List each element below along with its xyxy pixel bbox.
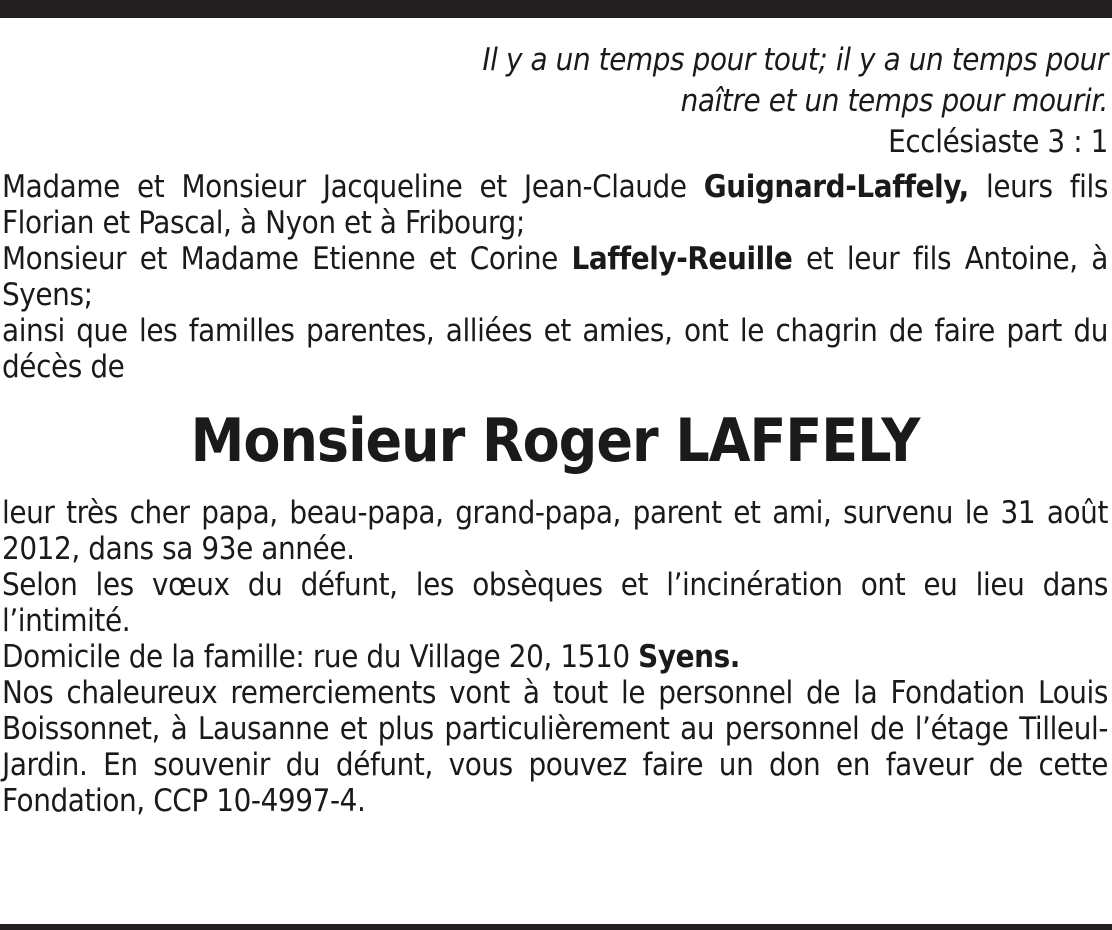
top-border-rule xyxy=(0,0,1112,18)
epigraph-line-1: Il y a un temps pour tout; il y a un temps pour xyxy=(482,42,1108,78)
domicile-place: Syens. xyxy=(638,639,741,675)
epigraph-line-2: naître et un temps pour mourir. xyxy=(680,83,1108,119)
family-2-intro: Monsieur et Madame Etienne et Corine xyxy=(2,241,572,277)
family-2-rest: et leur fils Antoine, à Syens; xyxy=(2,241,1108,313)
epigraph-source: Ecclésiaste 3 : 1 xyxy=(888,124,1108,160)
details-paragraph-1: leur très cher papa, beau-papa, grand-papa, parent et ami, survenu le 31 août 2012, dans sa 93e année. xyxy=(2,495,1108,567)
details-paragraph-2: Selon les vœux du défunt, les obsèques et l’incinération ont eu lieu dans l’intimité. xyxy=(2,567,1108,639)
family-1-intro: Madame et Monsieur Jacqueline et Jean-Claude xyxy=(2,169,704,205)
deceased-name-heading: Monsieur Roger LAFFELY xyxy=(190,406,920,476)
thanks-paragraph: Nos chaleureux remerciements vont à tout le personnel de la Fondation Louis Boissonnet, à Lausanne et plus particulièrement au personnel de l’étage Tilleul-Jardin. En souvenir du défunt, vous pouvez faire un don en faveur de cette Fondation, CCP 10-4997-4. xyxy=(2,675,1108,819)
family-2-name: Laffely-Reuille xyxy=(571,241,793,277)
family-paragraph-2 xyxy=(2,241,1108,313)
domicile-address: Domicile de la famille: rue du Village 20, 1510 xyxy=(2,639,639,675)
family-1-rest: leurs fils Florian et Pascal, à Nyon et à Fribourg; xyxy=(2,169,1108,241)
family-1-name: Guignard-Laffely, xyxy=(703,169,969,205)
bottom-border-rule xyxy=(0,924,1112,930)
epigraph xyxy=(2,40,1108,163)
family-paragraph-1 xyxy=(2,169,1108,241)
domicile-paragraph xyxy=(2,639,1108,675)
death-notice xyxy=(2,40,1108,819)
family-paragraph-3: ainsi que les familles parentes, alliées et amies, ont le chagrin de faire part du décès de xyxy=(2,313,1108,385)
